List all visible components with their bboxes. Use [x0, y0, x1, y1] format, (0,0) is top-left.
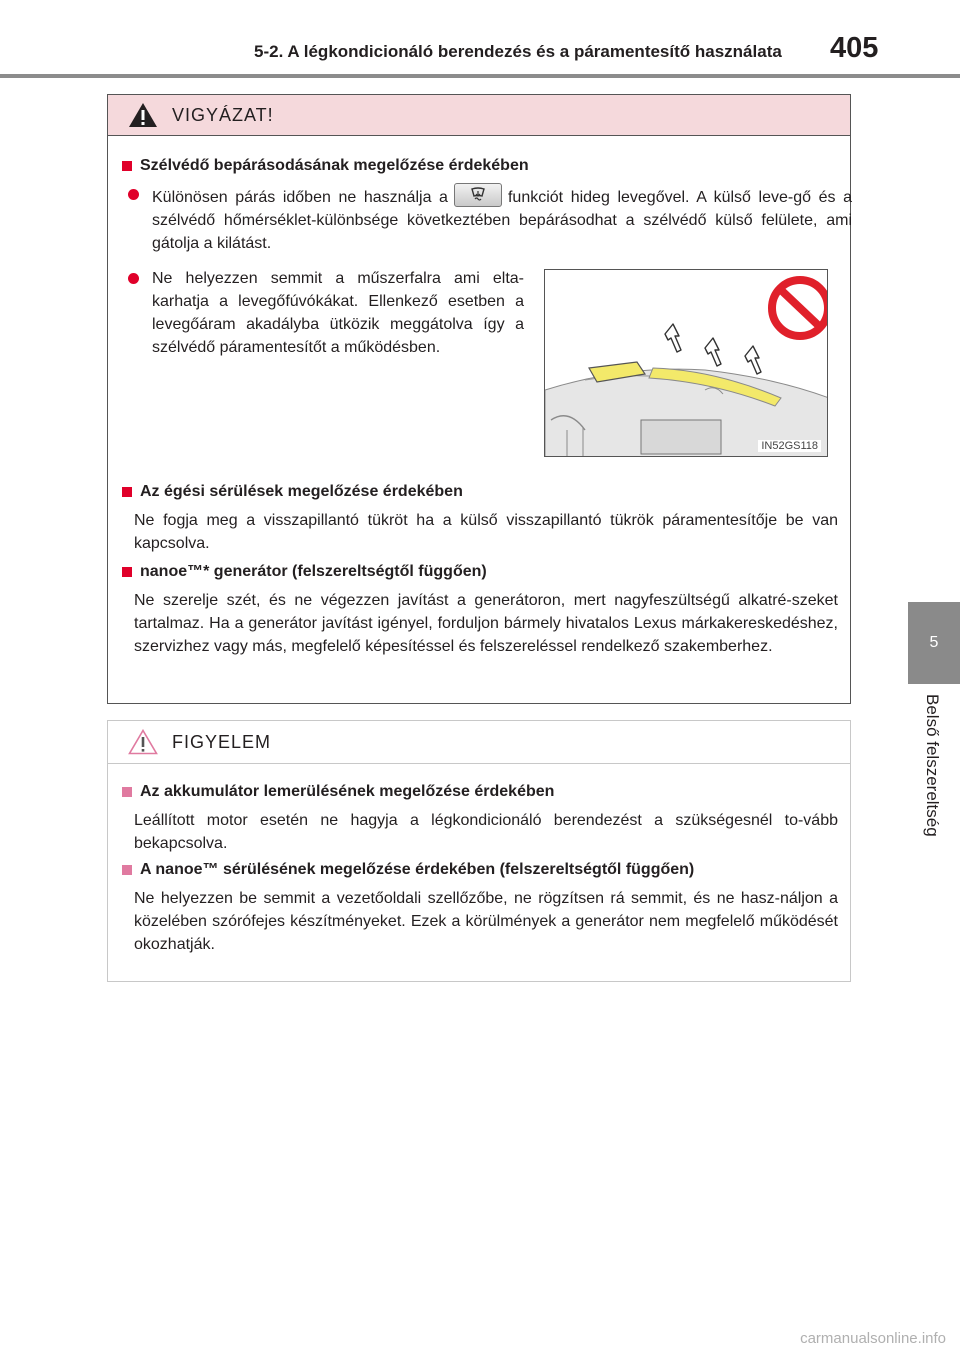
bullet-item: Ne helyezzen semmit a műszerfalra ami elta-karhatja a levegőfúvókákat. Ellenkező esetben a levegőáram akadályba ütközik meggátolva így a szélvédő páramentesítőt a működésben.: [128, 267, 524, 359]
section-heading: Az akkumulátor lemerülésének megelőzése érdekében: [122, 783, 554, 801]
red-square-bullet-icon: [122, 567, 132, 577]
chapter-tab: 5: [908, 602, 960, 684]
section-heading: A nanoe™ sérülésének megelőzése érdekében (felszereltségtől függően): [122, 861, 694, 879]
section-heading: nanoe™* generátor (felszereltségtől függően): [122, 563, 487, 581]
red-dot-bullet-icon: [128, 189, 139, 200]
windshield-defrost-button-icon: [454, 183, 502, 207]
section-body: Ne helyezzen be semmit a vezetőoldali szellőzőbe, ne rögzítsen rá semmit, és ne hasz-náljon a közelében szórófejes készítményeket. Ezek a körülmények a generátor nem megfelelő működését okozhatják.: [134, 890, 838, 953]
warning-box: [107, 94, 851, 704]
red-square-bullet-icon: [122, 487, 132, 497]
chapter-label: Belső felszereltség: [923, 694, 942, 837]
header-rule: [0, 74, 960, 78]
pink-square-bullet-icon: [122, 787, 132, 797]
pink-square-bullet-icon: [122, 865, 132, 875]
notice-header: [108, 721, 850, 764]
dashboard-illustration: [544, 269, 828, 457]
watermark: carmanualsonline.info: [800, 1330, 946, 1347]
notice-box: [107, 720, 851, 982]
notice-title: FIGYELEM: [172, 731, 272, 752]
bullet-item: Különösen párás időben ne használja a funkciót hideg levegővel. A külső leve-gő és a szélvédő hőmérséklet-különbsége következtében bepárásodhat a szélvédő külső felülete, ami gátolja a kilátást.: [128, 183, 852, 255]
page-header-title: 5-2. A légkondicionáló berendezés és a páramentesítő használata: [254, 42, 782, 61]
section-body: Ne fogja meg a visszapillantó tükröt ha a külső visszapillantó tükrök páramentesítője be van kapcsolva.: [134, 512, 838, 552]
section-heading: Szélvédő bepárásodásának megelőzése érdekében: [122, 157, 529, 175]
warning-header: [108, 95, 850, 136]
page-number: 405: [830, 32, 879, 64]
section-body: Leállított motor esetén ne hagyja a légkondicionáló berendezést a szükségesnél to-vább bekapcsolva.: [134, 812, 838, 852]
red-dot-bullet-icon: [128, 273, 139, 284]
section-body: Ne szerelje szét, és ne végezzen javítást a generátoron, mert nagyfeszültségű alkatré-szeket tartalmaz. Ha a generátor javítást igényel, forduljon bármely hivatalos Lexus márkakereskedéshez, szervizhez vagy más, megfelelő képesítéssel és felszereléssel rendelkező szakemberhez.: [134, 592, 838, 655]
red-square-bullet-icon: [122, 161, 132, 171]
warning-title: VIGYÁZAT!: [172, 104, 274, 125]
figure-code: IN52GS118: [758, 440, 821, 452]
section-heading: Az égési sérülések megelőzése érdekében: [122, 483, 463, 501]
warning-triangle-icon: [128, 102, 158, 128]
notice-triangle-icon: [128, 729, 158, 755]
